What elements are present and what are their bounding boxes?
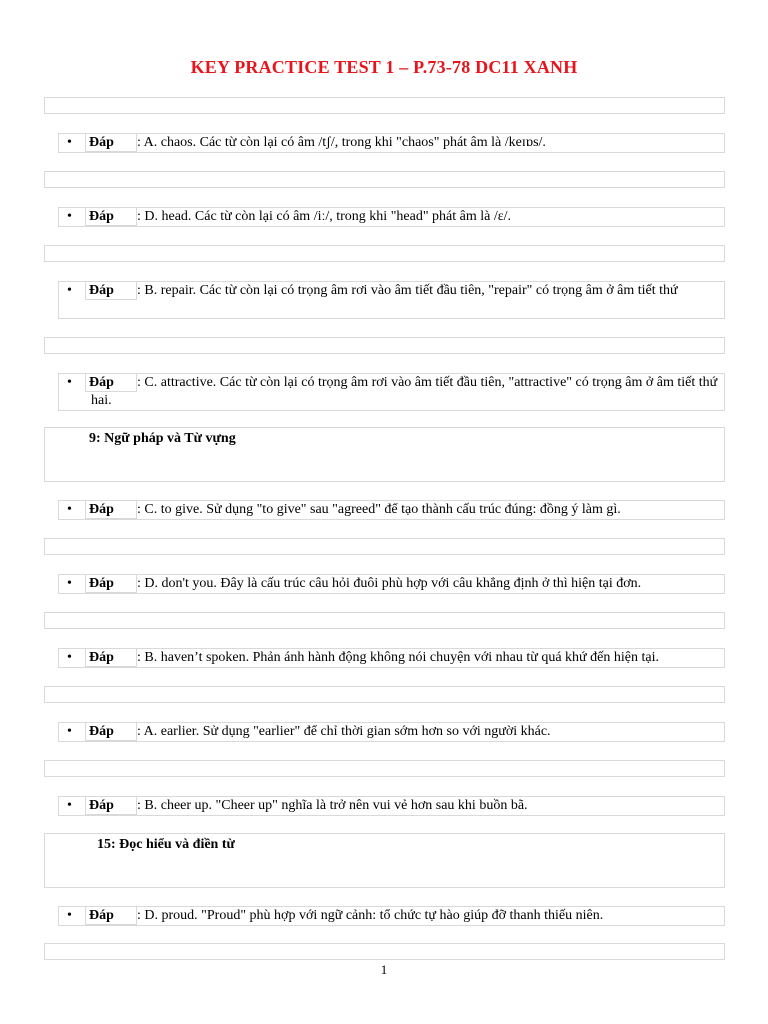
table-spacer: [44, 686, 725, 703]
table-spacer: [44, 760, 725, 777]
answer-label: Đáp: [89, 650, 114, 665]
bullet-icon: •: [67, 375, 72, 390]
answer-text: : B. cheer up. "Cheer up" nghĩa là trở nên vui vẻ hơn sau khi buồn bã.: [137, 798, 528, 813]
answer-label: Đáp: [89, 375, 114, 390]
document-title: KEY PRACTICE TEST 1 – P.73-78 DC11 XANH: [190, 57, 578, 77]
answer-text: : B. haven’t spoken. Phản ánh hành động không nói chuyện với nhau từ quá khứ đến hiện tại.: [137, 650, 659, 665]
section-heading: 15: Đọc hiểu và điền từ: [97, 837, 235, 852]
bullet-icon: •: [67, 135, 72, 150]
answer-label: Đáp: [89, 283, 114, 298]
section-heading-box: [44, 427, 725, 482]
answer-label: Đáp: [89, 135, 114, 150]
table-spacer: [44, 97, 725, 114]
answer-label: Đáp: [89, 209, 114, 224]
answer-text: : C. to give. Sử dụng "to give" sau "agreed" để tạo thành cấu trúc đúng: đồng ý làm gì.: [137, 502, 621, 517]
section-heading-box: [44, 833, 725, 888]
answer-row: [58, 722, 725, 742]
answer-text: : A. earlier. Sử dụng "earlier" để chỉ thời gian sớm hơn so với người khác.: [137, 724, 551, 739]
answer-row: [58, 281, 725, 319]
bullet-icon: •: [67, 650, 72, 665]
answer-row: [58, 133, 725, 153]
answer-label: Đáp: [89, 502, 114, 517]
answer-row: [58, 574, 725, 594]
section-heading: 9: Ngữ pháp và Từ vựng: [89, 431, 236, 446]
page-number: 1: [380, 962, 388, 977]
answer-row: [58, 796, 725, 816]
table-spacer: [44, 538, 725, 555]
answer-text: : C. attractive. Các từ còn lại có trọng âm rơi vào âm tiết đầu tiên, "attractive" có trọng âm ở âm tiết thứ hai.: [91, 375, 718, 408]
table-spacer: [44, 245, 725, 262]
answer-label: Đáp: [89, 576, 114, 591]
answer-row: [58, 906, 725, 926]
answer-text: : D. head. Các từ còn lại có âm /iː/, trong khi "head" phát âm là /ɛ/.: [137, 209, 512, 224]
table-spacer: [44, 171, 725, 188]
bullet-icon: •: [67, 502, 72, 517]
answer-row: [58, 648, 725, 668]
answer-text: : D. don't you. Đây là cấu trúc câu hỏi đuôi phù hợp với câu khẳng định ở thì hiện tại đơn.: [137, 576, 642, 591]
answer-row: [58, 500, 725, 520]
table-spacer: [44, 612, 725, 629]
bullet-icon: •: [67, 798, 72, 813]
answer-row: [58, 207, 725, 227]
answer-label: Đáp: [89, 724, 114, 739]
table-spacer: [44, 943, 725, 960]
answer-text: : B. repair. Các từ còn lại có trọng âm rơi vào âm tiết đầu tiên, "repair" có trọng âm ở âm tiết thứ: [137, 283, 678, 298]
bullet-icon: •: [67, 209, 72, 224]
answer-text: : D. proud. "Proud" phù hợp với ngữ cảnh: tổ chức tự hào giúp đỡ thanh thiếu niên.: [137, 908, 604, 923]
answer-label: Đáp: [89, 908, 114, 923]
bullet-icon: •: [67, 724, 72, 739]
answer-row: [58, 373, 725, 411]
answer-label: Đáp: [89, 798, 114, 813]
bullet-icon: •: [67, 283, 72, 298]
bullet-icon: •: [67, 908, 72, 923]
bullet-icon: •: [67, 576, 72, 591]
answer-text: : A. chaos. Các từ còn lại có âm /tʃ/, trong khi "chaos" phát âm là /keɪɒs/.: [137, 135, 546, 150]
table-spacer: [44, 337, 725, 354]
